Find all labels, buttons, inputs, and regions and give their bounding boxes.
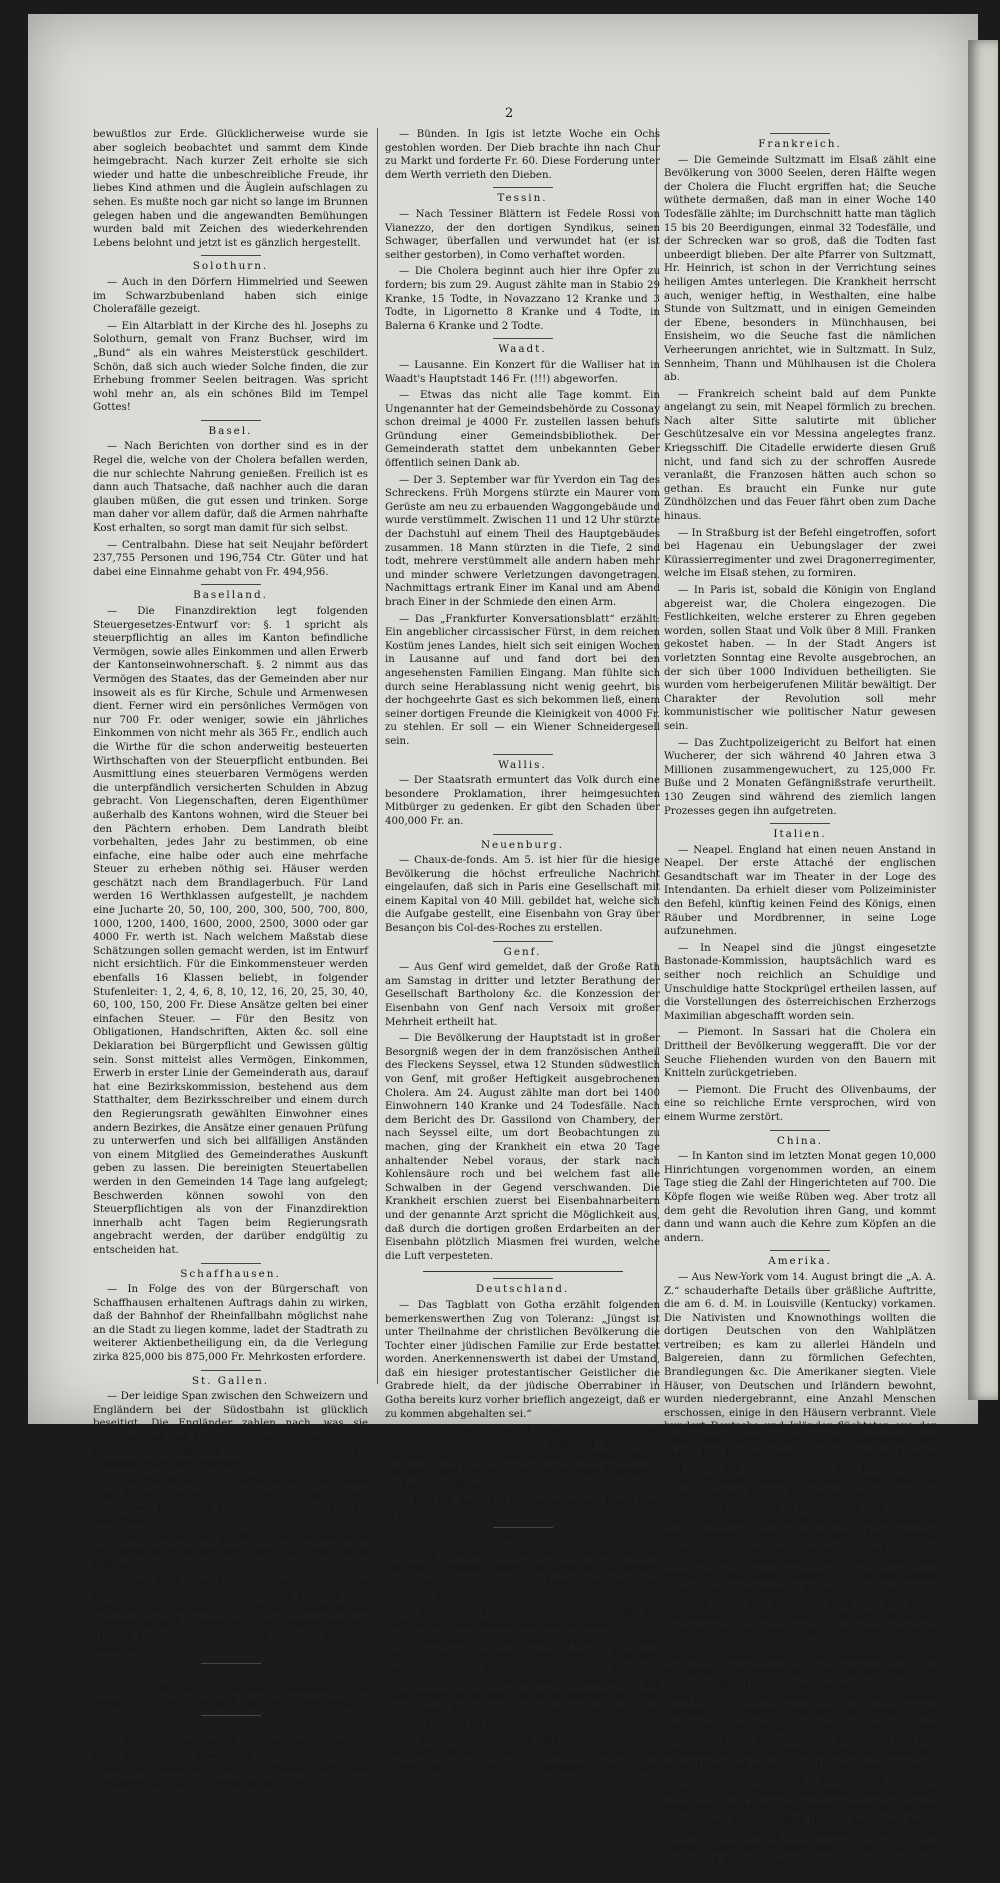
article-paragraph: — Neapel. England hat einen neuen Anstand in Neapel. Der erste Attaché der englischen Gesandtschaft war im Theater in der Loge des Intendanten. Da erhielt dieser vom Polizeiminister den Befehl, künftig keinen Feind des Königs, einen Räuber und Mordbrenner, in seine Loge aufzunehmen. bbox=[664, 844, 936, 938]
article-paragraph: — In Paris ist, sobald die Königin von England abgereist war, die Cholera eingezogen. Die Festlichkeiten, welche ersterer zu Ehren gegeben worden, sollen Staat und Volk über 8 Mill. Franken gekostet haben. — In der Stadt Angers ist vorletzten Sonntag eine Revolte ausgebrochen, an der sich über 1000 Individuen betheiligten. Sie wurden vom herbeigerufenen Militär bewältigt. Der Charakter der Revolution soll mehr kommunistischer wie politischer Natur gewesen sein. bbox=[664, 585, 936, 732]
article-paragraph: — Lausanne. Ein Konzert für die Walliser hat in Waadt's Hauptstadt 146 Fr. (!!!) abgeworfen. bbox=[385, 359, 660, 385]
heading-divider bbox=[770, 1250, 830, 1251]
section-heading: Italien. bbox=[773, 828, 827, 841]
column-rule-1 bbox=[377, 128, 378, 1384]
article-paragraph: — Der Schaden, den die Maul- und Klauenseuche im Toggenburg angerichtet, wird auf eine halbe Million angeschlagen. bbox=[93, 1533, 368, 1572]
article-paragraph: — Bünden. In Igis ist letzte Woche ein Ochs gestohlen worden. Der Dieb brachte ihn nach Chur zu Markt und forderte Fr. 60. Diese Forderung unter dem Werth verrieth den Dieben. bbox=[385, 129, 660, 181]
heading-divider bbox=[493, 338, 553, 339]
heading-divider bbox=[201, 584, 261, 585]
article-paragraph: — In Neapel sind die jüngst eingesetzte Bastonade-Kommission, hauptsächlich ward es seither noch reichlich an Schuldige und Unschuldige hatte Stockprügel ertheilen lassen, auf die Vorstellungen des österreichischen Erzherzogs Maximilian abgeschafft worden sein. bbox=[664, 942, 936, 1022]
article-paragraph: — Nach Berichten von dorther sind es in der Regel die, welche von der Cholera befallen werden, die nur schlechte Nahrung genießen. Freilich ist es dann auch Thatsache, daß nachher auch die daran glauben müßen, die gut essen und trinken. Sorge man daher vor allem dafür, daß die Armen nahrhafte Kost erhalten, so sorgt man damit für sich selbst. bbox=[93, 441, 368, 535]
article-paragraph: — Kurhessen. In der Provinz Fulda ist in dem meist von Webern bewohnten Pfarrdorf Langenschwarz, Kreis Hünfeld, der wirkliche Hungertyphus ausgebrochen. Seitens der Staatsregierung ist ein Arzt dahin gesendet und eine Hülfe von 800 Rthlr. (!) bewilligt worden, um Nahrungsmittel zu kaufen. bbox=[385, 1636, 660, 1730]
article-paragraph: — München, 1. Sept. Kleiner Abschlag auf geringe und neue Waare, alte fest gehalten. bbox=[385, 1606, 660, 1631]
article-paragraph: — Der Staatsrath ermuntert das Volk durch eine besondere Proklamation, ihrer heimgesuchten Mitbürger zu gedenken. Er gibt den Schaden über 400,000 Fr. an. bbox=[385, 775, 660, 827]
article-paragraph: — Das Bezirksgericht Untertoggenburg hat einen ungl. Weiber, Hugentobler, zu einer Gefängnißstrafe von sieben Tagen und einer Geldbuße von 100 Fr. verurtheilt. bbox=[93, 1475, 368, 1528]
article-paragraph: — Das „Frankfurter Konversationsblatt“ erzählt: Ein angeblicher circassischer Fürst, in dem reichen Kostüm jenes Landes, hielt sich seit einigen Wochen in Lausanne auf und fand dort bei den angesehensten Familien Eingang. Man fühlte sich durch seine Herablassung nicht wenig geehrt, bis der hochgeehrte Gast es sich bekommen ließ, einem seiner dortigen Freunde die Kleinigkeit von 4000 Fr. zu stehlen. Er soll — ein Wiener Schneidergesell sein. bbox=[385, 613, 660, 747]
heading-divider bbox=[770, 1130, 830, 1131]
heading-divider bbox=[493, 187, 553, 188]
article-paragraph: — In Folge des von der Bürgerschaft von Schaffhausen erhaltenen Auftrags dahin zu wirken, daß der Bahnhof der Rheinfallbahn möglichst nahe an die Stadt zu liegen komme, ladet der Stadtrath zu weiterer Aktienbetheiligung ein, da die Verlegung zirka 825,000 bis 875,000 Fr. Mehrkosten erfordere. bbox=[93, 1284, 368, 1364]
heading-divider bbox=[493, 941, 553, 942]
section-heading: Schaffhausen. bbox=[180, 1267, 281, 1280]
heading-divider bbox=[493, 1527, 553, 1528]
article-paragraph: — Aus New-York vom 14. August bringt die „A. A. Z.“ schauderhafte Details über gräßliche Auftritte, die am 6. d. M. in Louisville (Kentucky) vorkamen. Die Nativisten und Knownothings wollten die dortigen Deutschen von den Wahlplätzen vertreiben; es kam zu allerlei Händeln und Balgereien, dann zu förmlichen Gefechten, Brandlegungen &c. Die Amerikaner siegten. Viele Häuser, von Deutschen und Irländern bewohnt, wurden niedergebrannt, eine Anzahl Menschen erschossen, einige in den Häusern verbrannt. Viele hundert Deutsche und Irländer flüchteten aus der Stadt; jede Gesetzlichkeit schien überliefert der Stadt. Ein Haufen Bewaffneter mit einer Kanone zog nach der Jeffersonstraße und plünderte die große Brauerei eines gewissen Armbruster in Brand. Sie soll ihm 25,000 Dollars gekostet und er überdieß 1200 Dollars in Gold, Silber und Papieren; durch das Feuer eingebüßt haben. Die Arbeiter in der Brauerei wurden verwundet. Als Vorwand dieser Zerstörung ward angegeben, daß aus der Brauerei auf Amerikaner, die einen Deutschen verfolgten, geschossen worden. An eine anstoßende Brauerei ward verwegend Feuer gelegt, eine Fabrik demolirt und ein gewisser Fritz in die Brust geschossen. Einige andere Häuser deutscher Familien wurden beschädigt und zwei deutsche Läden geplündert. Außerdem wurden verschiedene Gebäude niedergebrannt, und mehrere Deutsche mißhandelt und verwundet. Ein Irländer ward von einem großen Haufen Amerikaner wie ein wildes Thier gejagt und geschossen. Er starb am folgenden Morgen. Ein anderer Irländer, der friedlich am Courthaus vorüberging, ward von einigen halbbetrunkenen Knownothings angefallen und mit schweren Knitteln furchtbar zerschlagen, sowie mit einer Heugabel verwundet. Hierauf ward er noch obendrein in Gefängniß gesetzt. Im untern, vorzüglich von Irländern bewohnten Theil der Stadt begannen die Mord- und Brandscenen am späten Nachmittag. Wer dieselben thätlich begonnen habe, ist noch nicht völlig entschieden. Gegen 8 Uhr Abends ward der Häuserblock an der Ecke der Main- und elften Straße (vorzüglich von Irländern bewohnt) bbox=[664, 1271, 936, 1882]
article-paragraph: bewußtlos zur Erde. Glücklicherweise wurde sie aber sogleich beobachtet und sammt dem Kinde heimgebracht. Nach kurzer Zeit erholte sie sich wieder und hatte die unbeschreibliche Freude, ihr liebes Kind athmen und die Äuglein aufschlagen zu sehen. Es mußte noch gar nicht so lange im Brunnen gelegen haben und die angewandten Bemühungen wurden bald mit Zeichen des wiederkehrenden Lebens belohnt und jetzt ist es gänzlich hergestellt. bbox=[93, 129, 368, 249]
section-heading: Wallis. bbox=[498, 758, 547, 771]
article-column-3 bbox=[664, 128, 936, 1882]
section-heading: China. bbox=[776, 1134, 824, 1147]
section-heading: St. Gallen. bbox=[191, 1374, 270, 1387]
heading-divider bbox=[201, 255, 261, 256]
article-paragraph: — Der 3. September war für Yverdon ein Tag des Schreckens. Früh Morgens stürzte ein Maurer vom Gerüste am neu zu erbauenden Waggongebäude und wurde verstümmelt. Zwischen 11 und 12 Uhr stürzte der Dachstuhl auf einem Theil des Hauptgebäudes zusammen. 18 Mann stürzten in die Tiefe, 2 sind todt, mehrere verstümmelt alle andern haben mehr und minder schwere Verletzungen davongetragen. Nachmittags ertrank Einer im Kanal und am Abend brach Einer in der Schmiede den einen Arm. bbox=[385, 474, 660, 608]
heading-divider bbox=[201, 1663, 261, 1664]
heading-divider bbox=[770, 823, 830, 824]
article-paragraph: — Ein Altarblatt in der Kirche des hl. Josephs zu Solothurn, gemalt von Franz Buchser, wird im „Bund“ als ein wahres Meisterstück geschildert. Schön, daß sich auch wieder Solche finden, die zur Erhebung frommer Seelen beitragen. Was spricht wohl mehr an, als ein schönes Bild im Tempel Gottes! bbox=[93, 320, 368, 414]
heading-divider bbox=[201, 420, 261, 421]
heading-divider bbox=[201, 1370, 261, 1371]
article-paragraph: — Die Finanzdirektion legt folgenden Steuergesetzes-Entwurf vor: §. 1 spricht als steuerpflichtig an alles im Kanton befindliche Vermögen, sowie alles Einkommen und allen Erwerb der Kantonseinwohnerschaft. §. 2 nimmt aus das Vermögen des Staates, das der Gemeinden aber nur insoweit als es für Kirche, Schule und Armenwesen dient. Ferner wird ein persönliches Vermögen von nur 700 Fr. oder weniger, sowie ein jährliches Einkommen von nicht mehr als 365 Fr., endlich auch die Wirthe für die schon anderweitig besteuerten Wirthschaften von der Steuerpflicht entbunden. Bei Ausmittlung eines steuerbaren Vermögens werden die unterpfändlich versicherten Schulden in Abzug gebracht. Von Liegenschaften, deren Eigenthümer außerhalb des Kantons wohnen, wird die Steuer bei den Pächtern erhoben. Dem Landrath bleibt vorbehalten, jedes Jahr zu bestimmen, ob eine einfache, eine halbe oder auch eine mehrfache Steuer zu erheben nöthig sei. Häuser werden geschätzt nach dem Brandlagerbuch. Für Land werden 16 Werthklassen aufgestellt, je nachdem eine Jucharte 20, 50, 100, 200, 300, 500, 700, 800, 1000, 1200, 1400, 1600, 2000, 2500, 3000 oder gar 4000 Fr. werth ist. Nach welchem Maßstab diese Schätzungen sollen gemacht werden, ist im Entwurf nicht ersichtlich. Für die Einkommensteuer werden ebenfalls 16 Klassen beliebt, in folgender Stufenleiter: 1, 2, 4, 6, 8, 10, 12, 16, 20, 25, 30, 40, 60, 100, 150, 200 Fr. Diese Ansätze gelten bei einer einfachen Steuer. — Für den Besitz von Obligationen, Handschriften, Akten &c. soll eine Deklaration bei Bürgerpflicht und Gewissen gültig sein. Sonst mittelst alles Vermögen, Einkommen, Erwerb in erster Linie der Gemeinderath aus, darauf hat eine Bezirkskommission, bestehend aus dem Statthalter, dem Bezirksschreiber und einem durch den Regierungsrath gewählten Einwohner eines andern Bezirkes, die Ansätze einer genauen Prüfung zu unterwerfen und sich bei allfälligen Anständen von einem Mitglied des Gemeinderathes Auskunft geben zu lassen. Die bereinigten Steuertabellen werden in den Gemeinden 14 Tage lang aufgelegt; Beschwerden können sowohl von den Steuerpflichtigen als von der Finanzdirektion innerhalb acht Tagen beim Regierungsrath angebracht werden, der darüber endgültig zu entscheiden hat. bbox=[93, 606, 368, 1256]
section-divider bbox=[423, 1271, 623, 1272]
article-paragraph: — Die Bevölkerung der Hauptstadt ist in großer Besorgniß wegen der in dem französischen Antheil des Fleckens Seyssel, etwa 12 Stunden südwestlich von Genf, mit großer Heftigkeit ausgebrochenen Cholera. Am 24. August zählte man dort bei 1400 Einwohnern 140 Kranke und 24 Todesfälle. Nach dem Bericht des Dr. Gassilond von Chambery, der nach Seyssel eilte, um dort Beobachtungen zu machen, ging der Krankheit ein etwa 20 Tage anhaltender Nebel voraus, der stark nach Kohlensäure roch und bei welchem fast alle Schwalben in der Gegend verschwanden. Die Krankheit erschien zuerst bei Eisenbahnarbeitern und der genannte Arzt spricht die Möglichkeit aus, daß durch die dortigen großen Erdarbeiten an der Eisenbahn plötzlich Miasmen frei wurden, welche die Luft verpesteten. bbox=[385, 1033, 660, 1262]
heading-divider bbox=[493, 1278, 553, 1279]
article-paragraph: — Die Regierung hat ein Cirkular an die Landräthe erlassen, worin sie dieselben auffordert, die Gunsten ministerieller Kandidaten bei den nächsten Kammerwahlen zu arbeiten. bbox=[385, 1549, 660, 1601]
page-number: 2 bbox=[505, 106, 514, 121]
article-paragraph: — Der leidige Span zwischen den Schweizern und Engländern bei der Südostbahn ist glücklich beseitigt. Die Engländer zahlen nach, was sie schuldig sind und haben sich dazu verstanden, bei künftigen Streitigkeiten den Hrn. Dr. Weder als Schiedsrichter anzuerkennen. bbox=[93, 1391, 368, 1471]
section-heading: Neuenburg. bbox=[480, 838, 565, 851]
section-heading: Tessin. bbox=[497, 192, 548, 205]
article-paragraph: — Etwas das nicht alle Tage kommt. Ein Ungenannter hat der Gemeindsbehörde zu Cossonay schon dreimal je 4000 Fr. zustellen lassen behufs Gründung einer Gemeindsbibliothek. Der Gemeinderath stattet dem unbekannten Geber öffentlich seinen Dank ab. bbox=[385, 390, 660, 470]
section-heading: Thurgau. bbox=[198, 1667, 263, 1680]
heading-divider bbox=[493, 754, 553, 755]
section-heading: Solothurn. bbox=[192, 260, 269, 273]
article-paragraph: — Das Tagblatt von Gotha erzählt folgenden bemerkenswerthen Zug von Toleranz: „Jüngst ist unter Theilnahme der christlichen Bevölkerung die Tochter einer jüdischen Familie zur Erde bestattet worden. Anerkennenswerth ist dabei der Umstand, daß ein hiesiger protestantischer Geistlicher die Grabrede hielt, da der jüdische Oberrabiner in Gotha bereits kurz vorher brieflich angezeigt, daß er zu kommen abgehalten sei.“ bbox=[385, 1299, 660, 1420]
article-paragraph: — In Stuttgart arbeitet vom Neujahr an eine Brodfabrik, in welcher der Teig mit Maschinen geknetet wird. Die Unternehmer (Gebrüder Völter) glauben einen Kreuzer unter den jetzigen Tagespreis verkaufen zu können. bbox=[385, 1425, 660, 1491]
article-paragraph: — Centralbahn. Diese hat seit Neujahr befördert 237,755 Personen und 196,754 Ctr. Güter und hat dabei eine Einnahme gehabt von Fr. 494,956. bbox=[93, 539, 368, 578]
article-paragraph: — Frankreich scheint bald auf dem Punkte angelangt zu sein, mit Neapel förmlich zu brechen. Nach alter Sitte salutirte mit üblicher Geschützesalve ein vor Messina angelegtes franz. Kriegsschiff. Die Citadelle erwiderte diesen Gruß nicht, und fand sich zu der schroffen Ausrede veranlaßt, die Franzosen hätten auch schon so gethan. Es braucht ein Funke nur gute Zündhölzchen und das Feuer fährt oben zum Dache hinaus. bbox=[664, 388, 936, 523]
heading-divider bbox=[770, 133, 830, 134]
next-page-edge bbox=[968, 40, 998, 1400]
section-heading: Graubünden. bbox=[185, 1720, 276, 1733]
article-column-1 bbox=[93, 128, 368, 1789]
section-heading: Amerika. bbox=[768, 1255, 832, 1268]
section-heading: Preußen. bbox=[490, 1532, 555, 1545]
article-paragraph: — Aus Genf wird gemeldet, daß der Große Rath am Samstag in dritter und letzter Berathung der Gesellschaft Bartholony &c. die Konzession der Eisenbahn von Genf nach Versoix mit großer Mehrheit ertheilt hat. bbox=[385, 962, 660, 1028]
article-paragraph: — Auch in den Dörfern Himmelried und Seewen im Schwarzbubenland haben sich einige Cholerafälle gezeigt. bbox=[93, 276, 368, 316]
section-heading: Deutschland. bbox=[475, 1283, 570, 1296]
heading-divider bbox=[201, 1715, 261, 1716]
article-paragraph: — Piemont. In Sassari hat die Cholera ein Drittheil der Bevölkerung weggerafft. Die vor der Seuche Fliehenden wurden von den Bauern mit Knitteln zurückgetrieben. bbox=[664, 1027, 936, 1080]
article-paragraph: — In Straßburg ist der Befehl eingetroffen, sofort bei Hagenau ein Uebungslager der zwei Kürassierregimenter und zwei Dragonerregimenter, welche im Elsaß stehen, zu formiren. bbox=[664, 527, 936, 580]
heading-divider bbox=[493, 834, 553, 835]
article-paragraph: — Piemont. Die Frucht des Olivenbaums, der eine so reichliche Ernte versprochen, wird von einem Wurme zerstört. bbox=[664, 1084, 936, 1123]
article-paragraph: — In Kanton sind im letzten Monat gegen 10,000 Hinrichtungen vorgenommen worden, an einem Tage stieg die Zahl der Hingerichteten auf 700. Die Köpfe flogen wie weiße Rüben weg. Aber trotz all dem geht die Revolution ihren Gang, und kommt dann und wann auch die Kehre zum Köpfen an die andern. bbox=[664, 1151, 936, 1244]
article-paragraph: — Die Cholera beginnt auch hier ihre Opfer zu fordern; bis zum 29. August zählte man in Stabio 29 Kranke, 15 Todte, in Novazzano 12 Kranke und 3 Todte, in Ligornetto 8 Kranke und 4 Todte, in Balerna 6 Kranke und 2 Todte. bbox=[385, 266, 660, 332]
article-paragraph: — Die Gemeinde Sultzmatt im Elsaß zählt eine Bevölkerung von 3000 Seelen, deren Hälfte wegen der Cholera die Flucht ergriffen hat; die Seuche wüthete dermaßen, daß man in einer Woche 140 Todesfälle zählte; im Durchschnitt hatte man täglich 15 bis 20 Beerdigungen, einmal 32 Todesfälle, und der Schrecken war so groß, daß die Todten fast unbeerdigt blieben. Der alte Pfarrer von Sultzmatt, Hr. Heinrich, ist schon in der Verrichtung seines heiligen Amtes unterlegen. Die Krankheit herrscht auch, weniger heftig, in Westhalten, eine halbe Stunde von Sultzmatt, und in einigen Gemeinden der Ebene, besonders in Münchhausen, bei Ensisheim, wo die Seuche fast die nämlichen Verheerungen anrichtet, wie in Sultzmatt. In Sulz, Sennheim, Thann und Mühlhausen ist die Cholera ab. bbox=[664, 154, 936, 384]
section-heading: Genf. bbox=[503, 945, 542, 958]
article-paragraph: — Nach Tessiner Blättern ist Fedele Rossi von Vianezzo, der den dortigen Syndikus, seinen Schwager, überfallen und verwundet hat (er ist seither gestorben), in Como verhaftet worden. bbox=[385, 208, 660, 261]
article-paragraph: — Das Zuchtpolizeigericht zu Belfort hat einen Wucherer, der sich während 40 Jahren etwa 3 Millionen zusammengewuchert, zu 125,000 Fr. Buße und 2 Monaten Gefängnißstrafe verurtheilt. 130 Zeugen sind während des ziemlich langen Prozesses gegen ihn aufgetreten. bbox=[664, 737, 936, 817]
section-heading: Waadt. bbox=[498, 343, 547, 356]
section-heading: Baselland. bbox=[193, 589, 268, 602]
article-paragraph: — Ein 3jähriger in Hauptwil erzogener Ochse wiegt 25 Ctr. und geht nach Paris zur Ausstellung. bbox=[93, 1684, 368, 1709]
article-paragraph: — Ein österreichisches Blatt bezeichnet die durchschnittliche Ernte im ganzen Umfange der Monarchie als eine nicht ausgezeichnete, aber günstige. bbox=[385, 1734, 660, 1787]
section-heading: Frankreich. bbox=[758, 138, 842, 150]
article-paragraph: — Chaux-de-fonds. Am 5. ist hier für die hiesige Bevölkerung die höchst erfreuliche Nachricht eingelaufen, daß sich in Paris eine Gesellschaft mit einem Kapital von 40 Mill. gebildet hat, welche sich die Aufgabe gestellt, eine Eisenbahn von Gray über Besançon bis Col-des-Roches zu erstellen. bbox=[385, 855, 660, 935]
article-paragraph: — Das Maß des Unglücks bei den großen Wasserverheerungen in Steinach und Goldach vom vorlezten Sonntag war noch nicht voll, indem letzten Donnerstag auch Niederuzwil, Untertoggenburg und Thal im Unterrheinthal von ganz gleichem Unglück heimgesucht. bbox=[93, 1576, 368, 1656]
article-column-2 bbox=[385, 128, 660, 1787]
section-heading: Basel. bbox=[208, 424, 253, 437]
article-paragraph: — Am 30. August um 9 Uhr und Nachmittags 2 Uhr haben sich wieder ob Felsberg ziemliche Felsblöcke gelöst und sind mit großem Lärm und Staubgewölke auf die Ebene hinunter gerollt. bbox=[93, 1736, 368, 1789]
article-paragraph: — Den 24. Aug., am Bartholomäustag, trank man in Eßlingen neuen 1855er Wein. bbox=[385, 1496, 660, 1521]
heading-divider bbox=[201, 1263, 261, 1264]
